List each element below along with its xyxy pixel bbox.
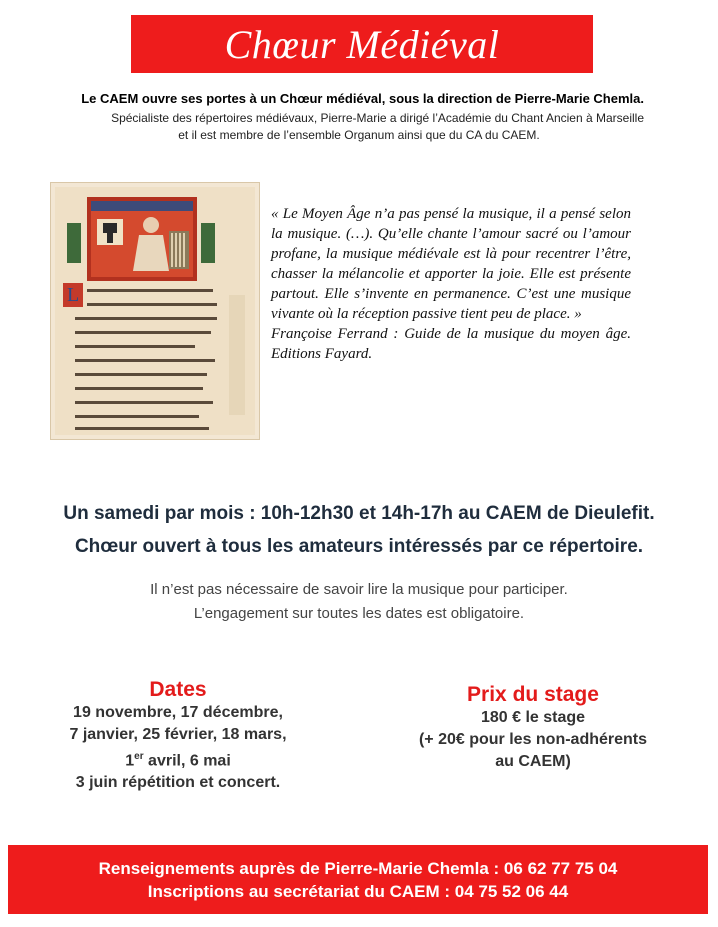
note-line-2: L’engagement sur toutes les dates est obligatoire. bbox=[193, 605, 525, 622]
note-line-1: Il n’est pas nécessaire de savoir lire la musique pour participer. bbox=[150, 581, 568, 598]
dates-heading: Dates bbox=[149, 678, 207, 701]
dates-section bbox=[28, 678, 328, 794]
dates-line: 19 novembre, 17 décembre, bbox=[73, 704, 283, 721]
footer-info-line: Renseignements auprès de Pierre-Marie Chemla : 06 62 77 75 04 bbox=[98, 858, 618, 878]
price-line: (+ 20€ pour les non-adhérents bbox=[418, 731, 648, 748]
dates-line bbox=[28, 746, 328, 772]
schedule-line-1: Un samedi par mois : 10h-12h30 et 14h-17h au CAEM de Dieulefit. bbox=[63, 503, 655, 524]
intro-line-3: et il est membre de l’ensemble Organum ainsi que du CA du CAEM. bbox=[178, 128, 540, 142]
intro-lead: Le CAEM ouvre ses portes à un Chœur médiéval, sous la direction de Pierre-Marie Chemla. bbox=[81, 91, 644, 106]
price-section bbox=[378, 683, 688, 773]
price-line: 180 € le stage bbox=[480, 709, 586, 726]
dates-line: 3 juin répétition et concert. bbox=[75, 774, 281, 792]
dates-line3-sup: er bbox=[134, 751, 144, 762]
svg-text:L: L bbox=[67, 284, 80, 306]
quote-block bbox=[271, 204, 631, 364]
dates-line: 7 janvier, 25 février, 18 mars, bbox=[69, 726, 287, 743]
page-title: Chœur Médiéval bbox=[224, 21, 500, 67]
contact-footer bbox=[8, 845, 708, 914]
title-banner bbox=[131, 15, 593, 73]
footer-registration-line: Inscriptions au secrétariat du CAEM : 04 75 52 06 44 bbox=[147, 881, 569, 901]
quote-source: Françoise Ferrand : Guide de la musique du moyen âge. Editions Fayard. bbox=[271, 326, 631, 362]
schedule-line-2: Chœur ouvert à tous les amateurs intéressés par ce répertoire. bbox=[74, 536, 644, 557]
price-line: au CAEM) bbox=[495, 753, 571, 770]
intro-line-2: Spécialiste des répertoires médiévaux, Pierre-Marie a dirigé l’Académie du Chant Ancien à Marseille bbox=[111, 111, 644, 125]
price-heading: Prix du stage bbox=[467, 683, 599, 706]
manuscript-image bbox=[50, 182, 260, 440]
dates-line3-prefix: 1 bbox=[125, 752, 135, 770]
quote-text: « Le Moyen Âge n’a pas pensé la musique, il a pensé selon la musique. (…). Qu’elle chante l’amour sacré ou l’amour profane, la musique médiévale est là pour recentrer l’être, chasser la mélancolie et apporter la joie. Elle est présente partout. Elle s’invente en permanence. C’est une musique vivante où la réception passive tient peu de place. » bbox=[271, 206, 631, 322]
dates-line3-rest: avril, 6 mai bbox=[143, 752, 231, 770]
